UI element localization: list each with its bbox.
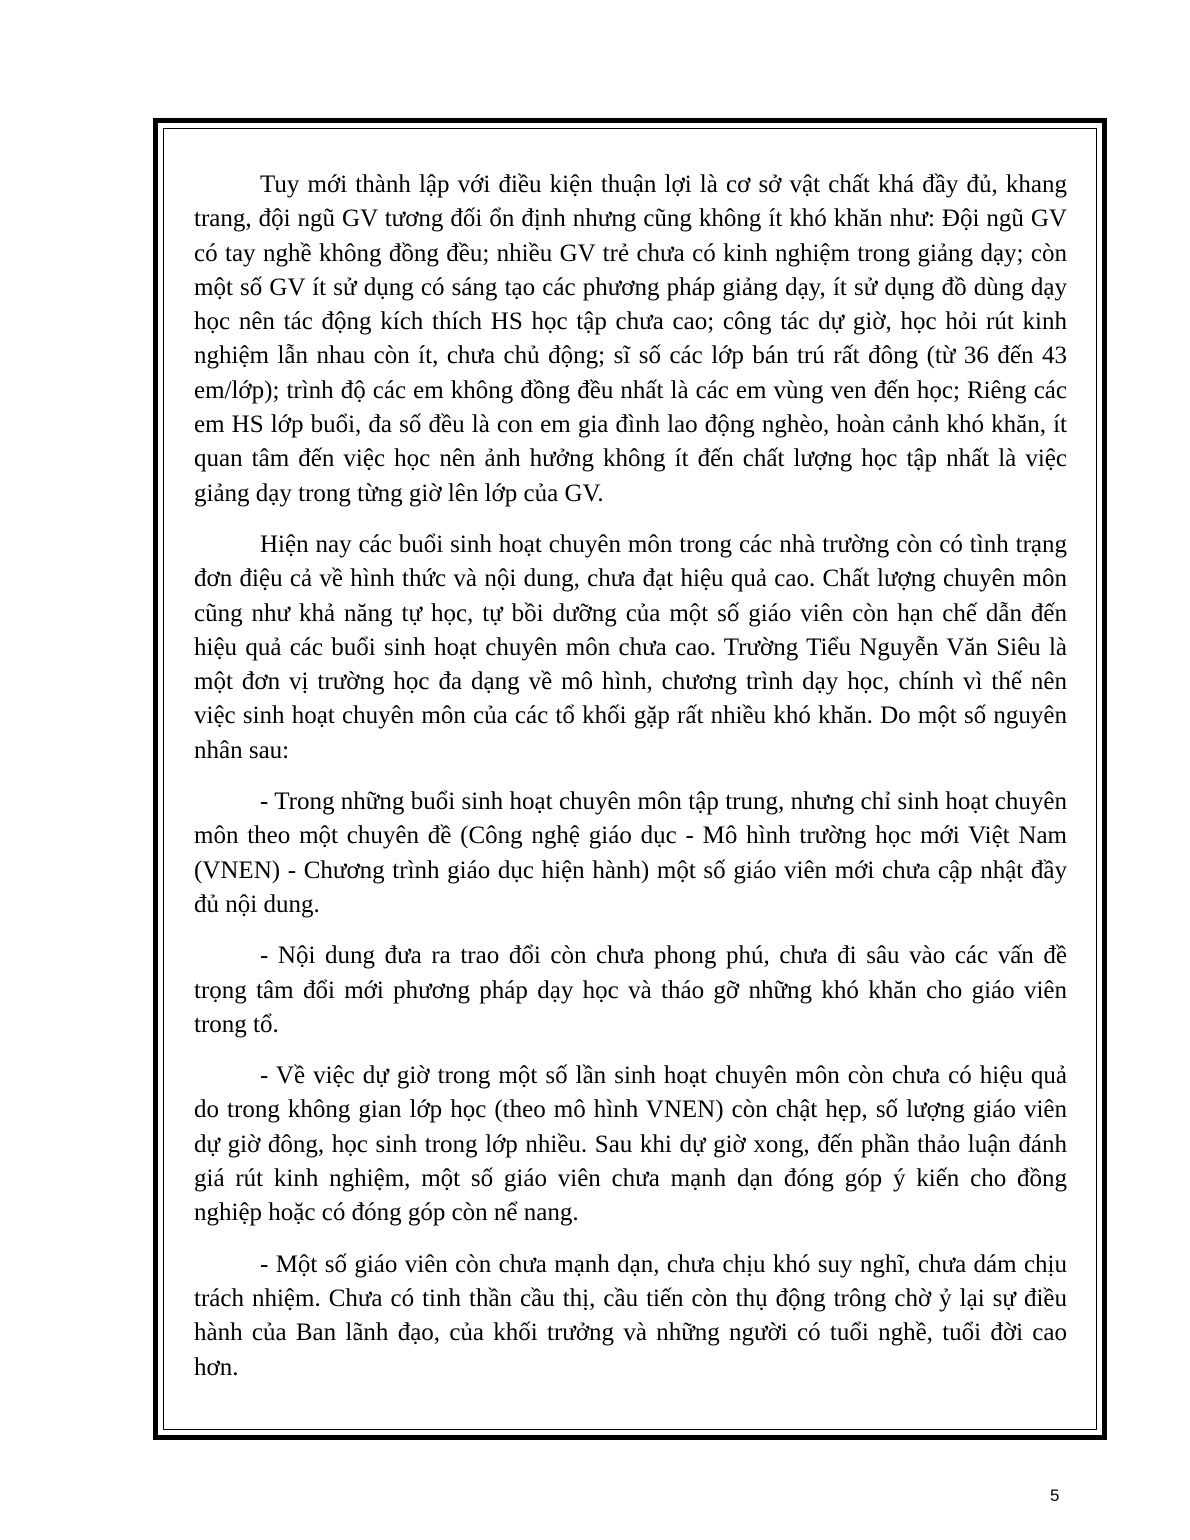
paragraph-cause-3: - Về việc dự giờ trong một số lần sinh hoạt chuyên môn còn chưa có hiệu quả do trong không gian lớp học (theo mô hình VNEN) còn chật hẹp, số lượng giáo viên dự giờ đông, học sinh trong lớp nhiều. Sau khi dự giờ xong, đến phần thảo luận đánh giá rút kinh nghiệm, một số giáo viên chưa mạnh dạn đóng góp ý kiến cho đồng nghiệp hoặc có đóng góp còn nể nang. [194, 1062, 1067, 1227]
paragraph-cause-4: - Một số giáo viên còn chưa mạnh dạn, chưa chịu khó suy nghĩ, chưa dám chịu trách nhiệm. Chưa có tinh thần cầu thị, cầu tiến còn thụ động trông chờ ỷ lại sự điều hành của Ban lãnh đạo, của khối trưởng và những người có tuổi nghề, tuổi đời cao hơn. [194, 1250, 1067, 1381]
paragraph-context: Tuy mới thành lập với điều kiện thuận lợi là cơ sở vật chất khá đầy đủ, khang trang, đội ngũ GV tương đối ổn định nhưng cũng không ít khó khăn như: Đội ngũ GV có tay nghề không đồng đều; nhiều GV trẻ chưa có kinh nghiệm trong giảng dạy; còn một số GV ít sử dụng có sáng tạo các phương pháp giảng dạy, ít sử dụng đồ dùng dạy học nên tác động kích thích HS học tập chưa cao; công tác dự giờ, học hỏi rút kinh nghiệm lẫn nhau còn ít, chưa chủ động; sĩ số các lớp bán trú rất đông (từ 36 đến 43 em/lớp); trình độ các em không đồng đều nhất là các em vùng ven đến học; Riêng các em HS lớp buổi, đa số đều là con em gia đình lao động nghèo, hoàn cảnh khó khăn, ít quan tâm đến việc học nên ảnh hưởng không ít đến chất lượng học tập nhất là việc giảng dạy trong từng giờ lên lớp của GV. [194, 171, 1067, 507]
paragraph-current-situation: Hiện nay các buổi sinh hoạt chuyên môn trong các nhà trường còn có tình trạng đơn điệu cả về hình thức và nội dung, chưa đạt hiệu quả cao. Chất lượng chuyên môn cũng như khả năng tự học, tự bồi dưỡng của một số giáo viên còn hạn chế dẫn đến hiệu quả các buổi sinh hoạt chuyên môn chưa cao. Trường Tiểu Nguyễn Văn Siêu là một đơn vị trường học đa dạng về mô hình, chương trình dạy học, chính vì thế nên việc sinh hoạt chuyên môn của các tổ khối gặp rất nhiều khó khăn. Do một số nguyên nhân sau: [194, 530, 1067, 764]
paragraph-cause-1: - Trong những buổi sinh hoạt chuyên môn tập trung, nhưng chỉ sinh hoạt chuyên môn theo một chuyên đề (Công nghệ giáo dục - Mô hình trường học mới Việt Nam (VNEN) - Chương trình giáo dục hiện hành) một số giáo viên mới chưa cập nhật đầy đủ nội dung. [194, 788, 1067, 918]
document-body [194, 168, 1067, 1402]
page-number: 5 [1050, 1486, 1060, 1505]
paragraph-cause-2: - Nội dung đưa ra trao đổi còn chưa phong phú, chưa đi sâu vào các vấn đề trọng tâm đổi mới phương pháp dạy học và tháo gỡ những khó khăn cho giáo viên trong tổ. [194, 942, 1067, 1038]
